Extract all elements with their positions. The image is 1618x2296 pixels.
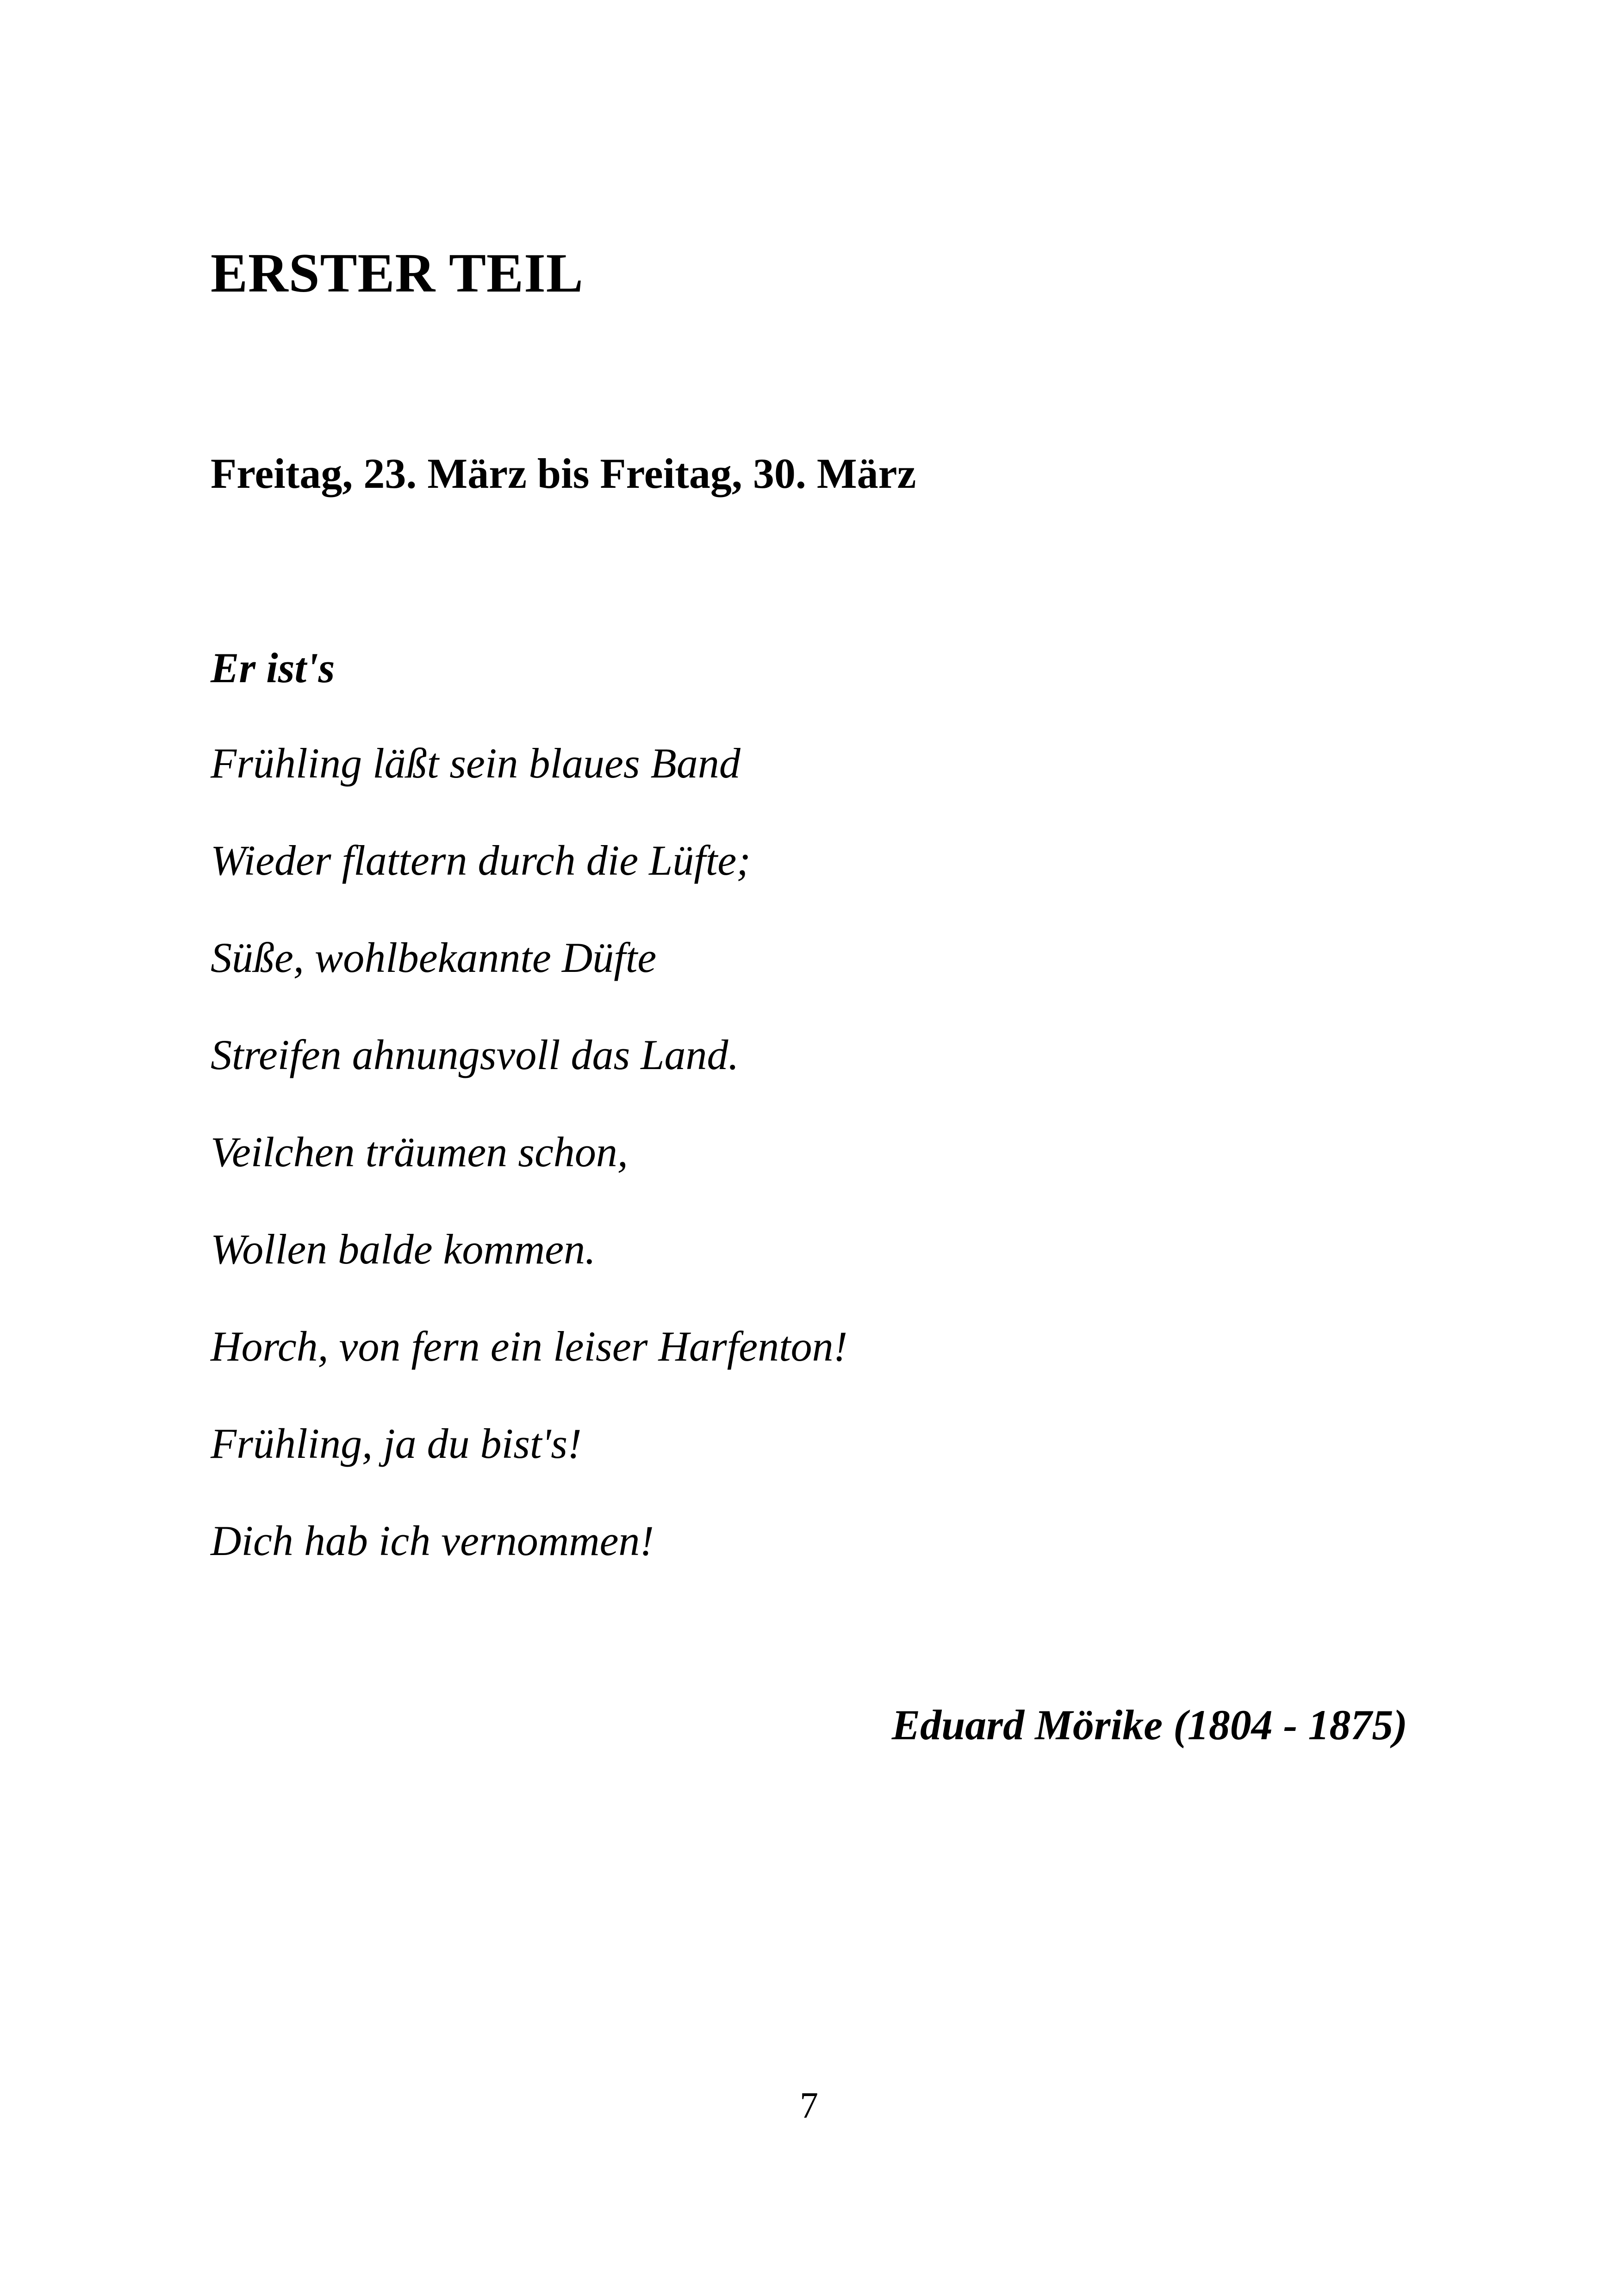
poem-body	[211, 738, 847, 1612]
poem-line: Süße, wohlbekannte Düfte	[211, 934, 657, 981]
poem-line: Wieder flattern durch die Lüfte;	[211, 837, 751, 884]
poem-title: Er ist's	[211, 644, 335, 691]
date-heading: Freitag, 23. März bis Freitag, 30. März	[211, 450, 916, 497]
page-number: 7	[800, 2085, 818, 2126]
poem-line: Horch, von fern ein leiser Harfenton!	[211, 1323, 848, 1370]
poem-line: Frühling läßt sein blaues Band	[211, 740, 741, 787]
part-heading: ERSTER TEIL	[211, 242, 584, 304]
poem-line: Streifen ahnungsvoll das Land.	[211, 1031, 739, 1078]
poem-line: Veilchen träumen schon,	[211, 1128, 628, 1176]
poem-author: Eduard Mörike (1804 - 1875)	[891, 1701, 1407, 1748]
poem-line: Wollen balde kommen.	[211, 1226, 596, 1273]
poem-line: Dich hab ich vernommen!	[211, 1517, 654, 1564]
poem-line: Frühling, ja du bist's!	[211, 1420, 582, 1467]
